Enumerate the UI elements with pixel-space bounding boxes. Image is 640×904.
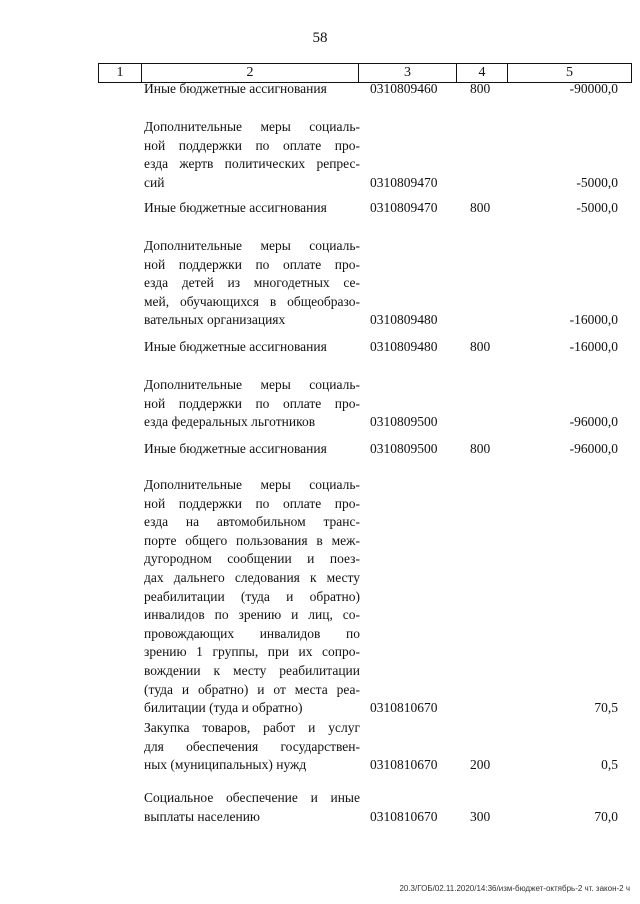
- row-name-line: провождающих инвалидов по: [144, 625, 360, 641]
- header-col-1: 1: [99, 64, 142, 82]
- row-name-line: Дополнительные меры социаль-: [144, 477, 360, 492]
- row-name-line: Дополнительные меры социаль-: [144, 377, 360, 392]
- row-name-line: для обеспечения государствен-: [144, 738, 360, 754]
- row-expense-type: 800: [470, 339, 491, 354]
- row-expense-type: 800: [470, 81, 491, 96]
- row-amount: -5000,0: [576, 174, 618, 190]
- row-code: 0310809460: [370, 81, 438, 96]
- row-code: 0310809500: [370, 441, 438, 456]
- row-code: 0310810670: [370, 700, 438, 716]
- row-amount: 70,5: [594, 700, 618, 716]
- row-name-line: езда жертв политических репрес-: [144, 156, 360, 172]
- row-code: 0310810670: [370, 757, 438, 773]
- row-name-line: Закупка товаров, работ и услуг: [144, 720, 360, 735]
- row-name-line: Дополнительные меры социаль-: [144, 119, 360, 134]
- row-name-line: инвалидов по зрению и лиц, со-: [144, 607, 360, 623]
- row-name-line: ной поддержки по оплате про-: [144, 256, 360, 272]
- header-col-3: 3: [359, 64, 457, 82]
- row-name-line: Социальное обеспечение и иные: [144, 790, 360, 805]
- row-name: [144, 338, 360, 357]
- row-name-line: выплаты населению: [144, 808, 261, 824]
- row-code: 0310809480: [370, 312, 438, 328]
- row-name-line: езда федеральных льготников: [144, 414, 316, 430]
- row-amount: -16000,0: [569, 339, 618, 354]
- row-name-line: ных (муниципальных) нужд: [144, 757, 307, 773]
- page-number: 58: [312, 30, 328, 46]
- row-name-line: езда детей из многодетных се-: [144, 275, 360, 291]
- row-name-line: ной поддержки по оплате про-: [144, 495, 360, 511]
- row-name-line: ной поддержки по оплате про-: [144, 137, 360, 153]
- row-name-line: езда на автомобильном транс-: [144, 514, 360, 530]
- row-code: 0310809480: [370, 339, 438, 354]
- row-amount: -5000,0: [576, 200, 618, 215]
- row-code: 0310809470: [370, 200, 438, 215]
- row-name: [144, 199, 360, 218]
- row-code: 0310809500: [370, 414, 438, 430]
- row-name-line: мей, обучающихся в общеобразо-: [144, 293, 360, 309]
- row-expense-type: 800: [470, 441, 491, 456]
- row-name-line: вательных организациях: [144, 312, 286, 328]
- row-amount: -96000,0: [569, 441, 618, 456]
- row-name-line: дах дальнего следования к месту: [144, 569, 360, 585]
- row-amount: -16000,0: [569, 312, 618, 328]
- row-name-line: реабилитации (туда и обратно): [144, 588, 360, 604]
- row-name-line: Иные бюджетные ассигнования: [144, 200, 327, 215]
- row-name-line: вождении к месту реабилитации: [144, 662, 360, 678]
- row-name-line: билитации (туда и обратно): [144, 700, 303, 716]
- row-name-line: ной поддержки по оплате про-: [144, 395, 360, 411]
- row-name: [144, 118, 360, 192]
- row-name: [144, 376, 360, 432]
- row-name-line: порте общего пользования в меж-: [144, 532, 360, 548]
- row-amount: 70,0: [594, 808, 618, 824]
- row-name-line: Иные бюджетные ассигнования: [144, 441, 327, 456]
- row-name: [144, 440, 360, 459]
- row-code: 0310809470: [370, 174, 438, 190]
- row-name: [144, 80, 360, 99]
- row-name-line: сий: [144, 174, 165, 190]
- footer-note: 20.3/ГОБ/02.11.2020/14:36/изм-бюджет-октябрь-2 чт. закон-2 ч: [399, 884, 630, 893]
- row-name: [144, 237, 360, 330]
- row-code: 0310810670: [370, 808, 438, 824]
- row-name: [144, 476, 360, 718]
- row-expense-type: 800: [470, 200, 491, 215]
- row-name-line: Иные бюджетные ассигнования: [144, 81, 327, 96]
- row-expense-type: 200: [470, 757, 491, 773]
- row-name-line: дугородном сообщении и поез-: [144, 551, 360, 567]
- header-col-2: 2: [142, 64, 359, 82]
- header-col-5: 5: [508, 64, 632, 82]
- row-name-line: Дополнительные меры социаль-: [144, 238, 360, 253]
- row-name: [144, 789, 360, 826]
- row-name-line: Иные бюджетные ассигнования: [144, 339, 327, 354]
- row-expense-type: 300: [470, 808, 491, 824]
- row-amount: -90000,0: [569, 81, 618, 96]
- row-amount: -96000,0: [569, 414, 618, 430]
- row-name-line: зрению 1 группы, при их сопро-: [144, 644, 360, 660]
- header-col-4: 4: [457, 64, 508, 82]
- row-name: [144, 719, 360, 775]
- row-name-line: (туда и обратно) и от места реа-: [144, 681, 360, 697]
- row-amount: 0,5: [601, 757, 618, 773]
